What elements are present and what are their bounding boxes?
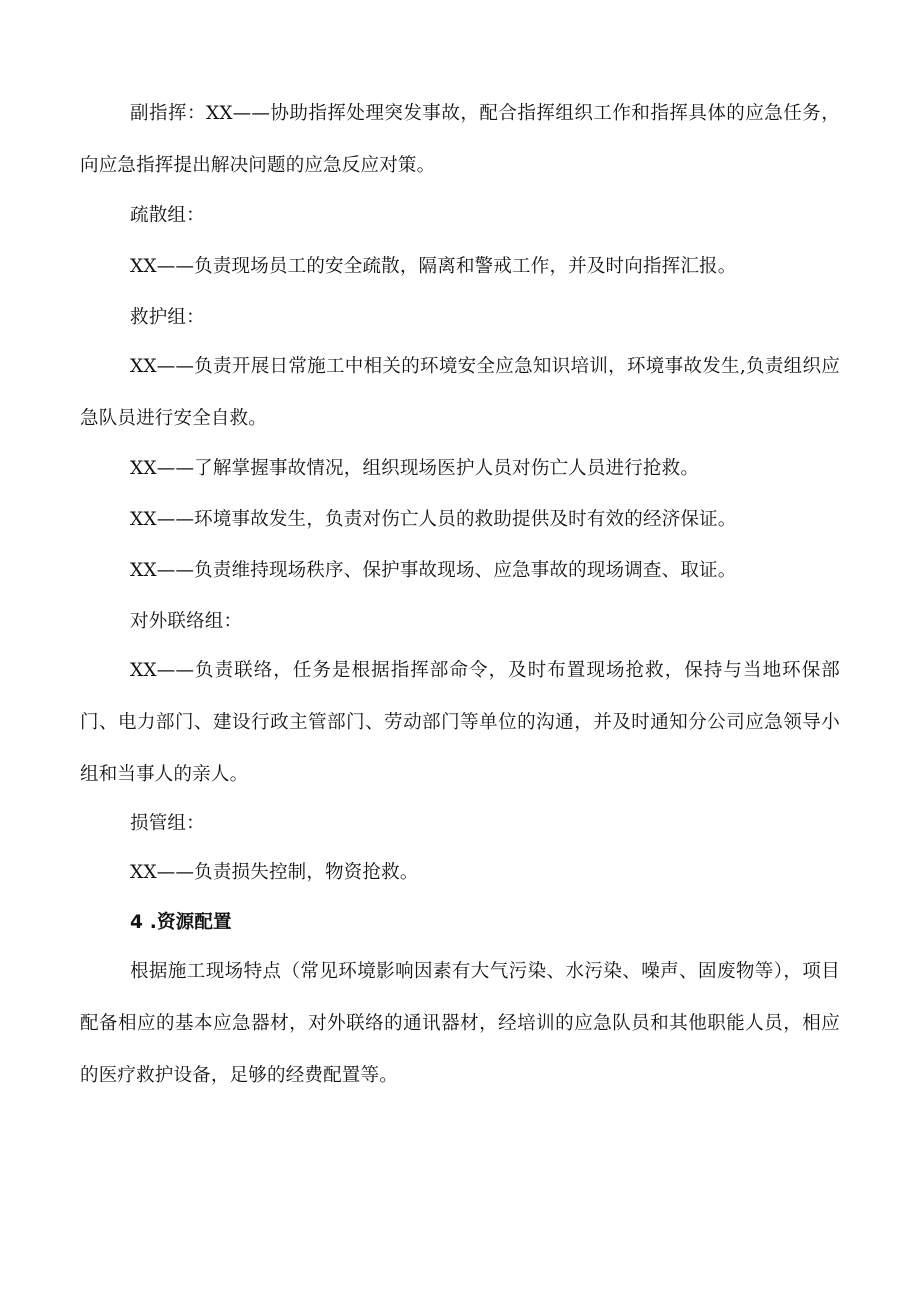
liaison-duty-paragraph: XX——负责联络，任务是根据指挥部命令，及时布置现场抢救，保持与当地环保部门、电力部门、建设行政主管部门、劳动部门等单位的沟通，并及时通知分公司应急领导小组和当事人的亲人。 — [80, 660, 840, 785]
evacuation-group-title: 疏散组： — [130, 205, 205, 226]
rescue-duty-paragraph-4: XX——负责维持现场秩序、保护事故现场、应急事故的现场调查、取证。 — [130, 560, 737, 581]
rescue-duty-paragraph-2: XX——了解掌握事故情况，组织现场医护人员对伤亡人员进行抢救。 — [130, 458, 700, 479]
deputy-commander-paragraph: 副指挥：XX——协助指挥处理突发事故，配合指挥组织工作和指挥具体的应急任务，向应急指挥提出解决问题的应急反应对策。 — [80, 103, 840, 176]
liaison-group-title: 对外联络组： — [130, 611, 243, 632]
rescue-duty-paragraph-3: XX——环境事故发生，负责对伤亡人员的救助提供及时有效的经济保证。 — [130, 509, 737, 530]
rescue-duty-paragraph-1: XX——负责开展日常施工中相关的环境安全应急知识培训，环境事故发生,负责组织应急队员进行安全自救。 — [80, 356, 840, 429]
loss-control-duty-paragraph: XX——负责损失控制，物资抢救。 — [130, 862, 419, 883]
evacuation-duty-paragraph: XX——负责现场员工的安全疏散，隔离和警戒工作，并及时向指挥汇报。 — [130, 256, 737, 277]
resource-config-paragraph: 根据施工现场特点（常见环境影响因素有大气污染、水污染、噪声、固废物等），项目配备相应的基本应急器材，对外联络的通讯器材，经培训的应急队员和其他职能人员，相应的医疗救护设备，足够的经费配置等。 — [80, 961, 840, 1086]
rescue-group-title: 救护组： — [130, 307, 205, 328]
loss-control-group-title: 损管组： — [130, 813, 205, 834]
section-heading-resource-config: 4 .资源配置 — [130, 912, 232, 933]
